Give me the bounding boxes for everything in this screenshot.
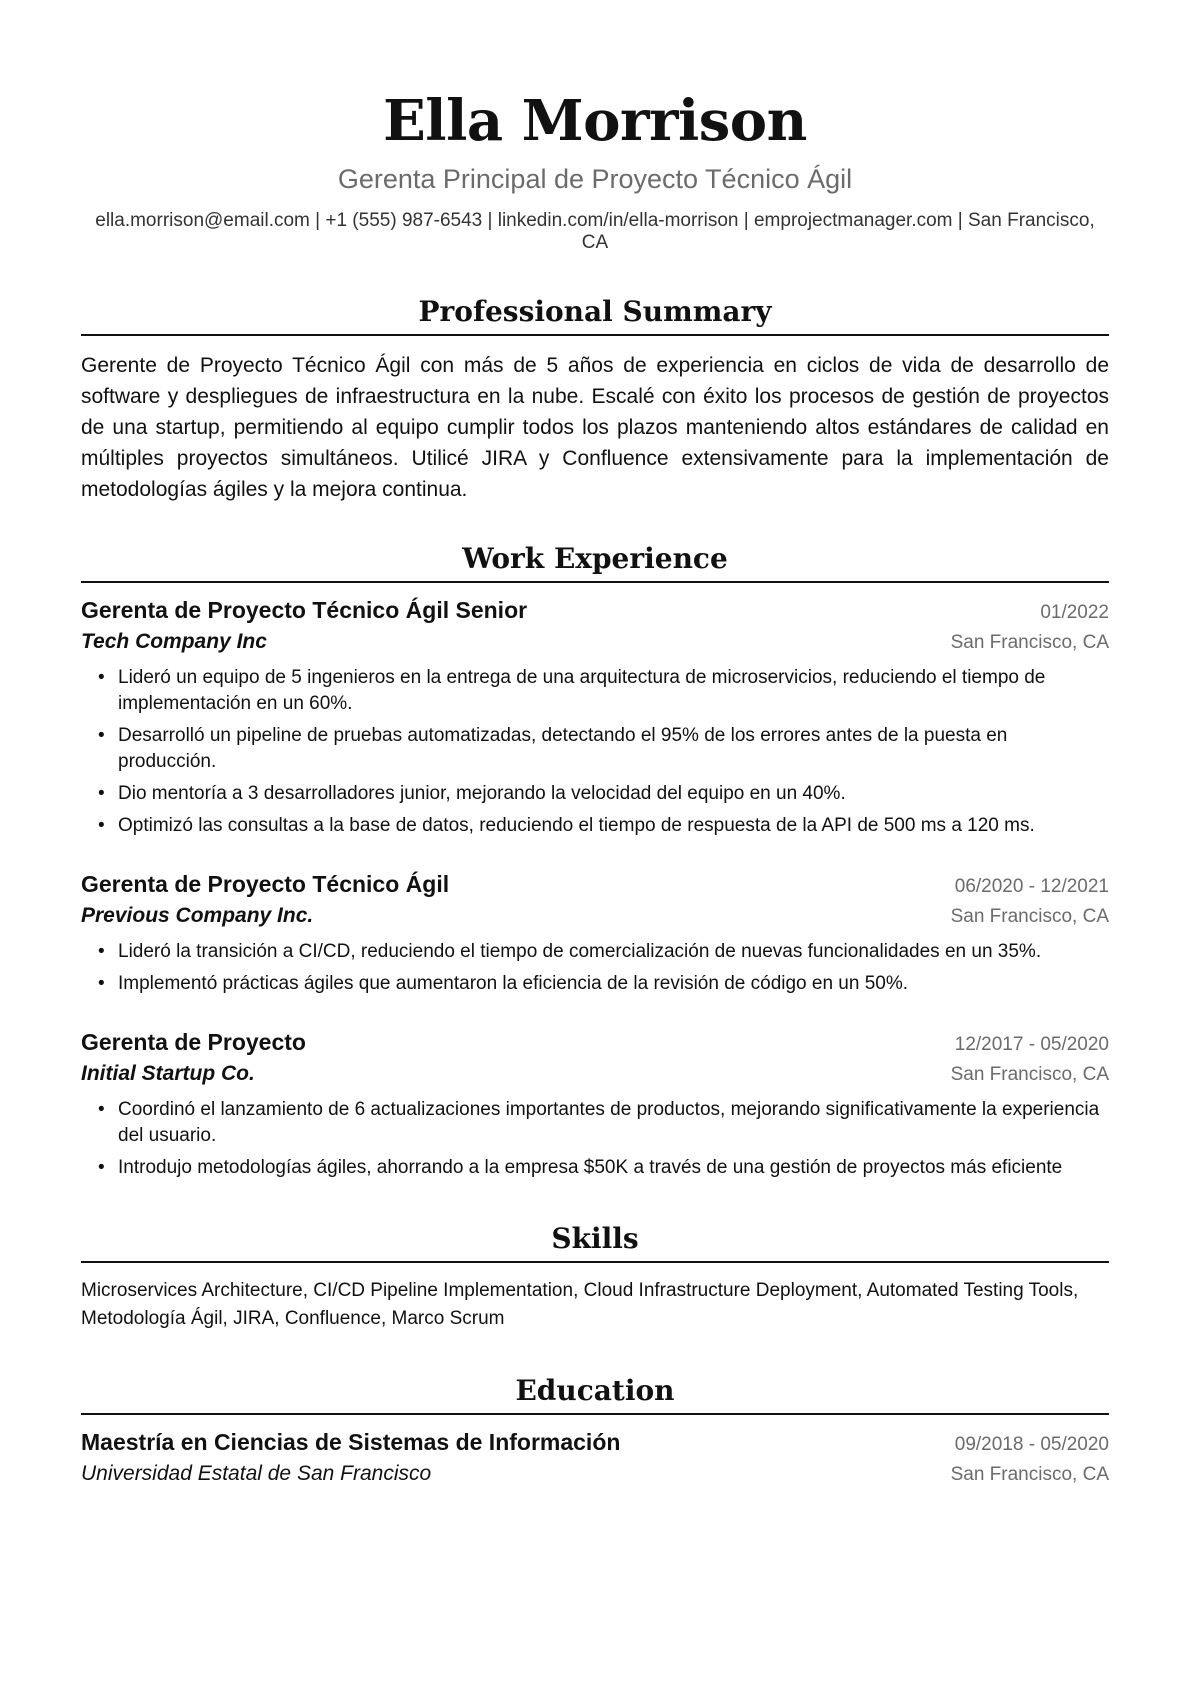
job-bullets bbox=[81, 1097, 1109, 1181]
skills-section bbox=[81, 1221, 1109, 1333]
job-location: San Francisco, CA bbox=[950, 632, 1109, 653]
school-name: Universidad Estatal de San Francisco bbox=[81, 1462, 432, 1485]
job-subheader bbox=[81, 1060, 1109, 1089]
candidate-name: Ella Morrison bbox=[383, 88, 807, 154]
job-bullets bbox=[81, 665, 1109, 839]
job-location: San Francisco, CA bbox=[950, 1064, 1109, 1085]
job-location: San Francisco, CA bbox=[950, 906, 1109, 927]
job-entry bbox=[81, 1027, 1109, 1181]
education-subheader bbox=[81, 1460, 1109, 1489]
experience-section bbox=[81, 541, 1109, 1181]
bullet-item: • Optimizó las consultas a la base de datos, reduciendo el tiempo de respuesta de la API de 500 ms a 120 ms. bbox=[118, 813, 1109, 839]
job-title: Gerenta de Proyecto Técnico Ágil bbox=[81, 871, 450, 897]
contact-line: ella.morrison@email.com | +1 (555) 987-6543 | linkedin.com/in/ella-morrison | emprojectmanager.com | San Francisco, CA bbox=[95, 210, 1095, 253]
education-location: San Francisco, CA bbox=[950, 1464, 1109, 1485]
bullet-item: • Introdujo metodologías ágiles, ahorrando a la empresa $50K a través de una gestión de proyectos más eficiente bbox=[118, 1155, 1109, 1181]
job-title: Gerenta de Proyecto Técnico Ágil Senior bbox=[81, 597, 528, 623]
bullet-item: • Desarrolló un pipeline de pruebas automatizadas, detectando el 95% de los errores antes de la puesta en producción. bbox=[118, 723, 1109, 775]
job-header bbox=[81, 1027, 1109, 1060]
summary-section bbox=[81, 294, 1109, 505]
job-date: 06/2020 - 12/2021 bbox=[954, 876, 1109, 897]
job-title: Gerenta de Proyecto bbox=[81, 1029, 306, 1055]
section-heading-summary: Professional Summary bbox=[418, 295, 772, 328]
job-date: 01/2022 bbox=[1040, 602, 1109, 623]
job-entry bbox=[81, 869, 1109, 997]
education-date: 09/2018 - 05/2020 bbox=[954, 1434, 1109, 1455]
candidate-title: Gerenta Principal de Proyecto Técnico Ágil bbox=[337, 164, 853, 194]
section-divider bbox=[81, 334, 1109, 336]
company-name: Previous Company Inc. bbox=[81, 904, 314, 927]
section-divider bbox=[81, 1261, 1109, 1263]
bullet-item: • Dio mentoría a 3 desarrolladores junior, mejorando la velocidad del equipo en un 40%. bbox=[118, 781, 1109, 807]
job-date: 12/2017 - 05/2020 bbox=[954, 1034, 1109, 1055]
bullet-item: • Lideró la transición a CI/CD, reduciendo el tiempo de comercialización de nuevas funcionalidades en un 35%. bbox=[118, 939, 1109, 965]
company-name: Initial Startup Co. bbox=[81, 1062, 255, 1085]
company-name: Tech Company Inc bbox=[81, 630, 267, 653]
job-subheader bbox=[81, 628, 1109, 657]
education-section bbox=[81, 1373, 1109, 1489]
job-entry bbox=[81, 595, 1109, 839]
bullet-item: • Coordinó el lanzamiento de 6 actualizaciones importantes de productos, mejorando significativamente la experiencia del usuario. bbox=[118, 1097, 1109, 1149]
section-heading-education: Education bbox=[515, 1374, 675, 1407]
bullet-item: • Implementó prácticas ágiles que aumentaron la eficiencia de la revisión de código en un 50%. bbox=[118, 971, 1109, 997]
job-header bbox=[81, 869, 1109, 902]
section-divider bbox=[81, 1413, 1109, 1415]
education-entry bbox=[81, 1427, 1109, 1489]
skills-text: Microservices Architecture, CI/CD Pipeline Implementation, Cloud Infrastructure Deployment, Automated Testing Tools, Metodología Ágil, JIRA, Confluence, Marco Scrum bbox=[81, 1280, 1079, 1329]
job-bullets bbox=[81, 939, 1109, 997]
section-heading-experience: Work Experience bbox=[462, 542, 728, 575]
degree-title: Maestría en Ciencias de Sistemas de Información bbox=[81, 1429, 621, 1455]
section-divider bbox=[81, 581, 1109, 583]
section-heading-skills: Skills bbox=[551, 1222, 639, 1255]
job-header bbox=[81, 595, 1109, 628]
job-subheader bbox=[81, 902, 1109, 931]
summary-text: Gerente de Proyecto Técnico Ágil con más de 5 años de experiencia en ciclos de vida de desarrollo de software y despliegues de infraestructura en la nube. Escalé con éxito los procesos de gestión de proyectos de una startup, permitiendo al equipo cumplir todos los plazos manteniendo altos estándares de calidad en múltiples proyectos simultáneos. Utilicé JIRA y Confluence extensivamente para la implementación de metodologías ágiles y la mejora continua. bbox=[81, 354, 1109, 501]
education-header bbox=[81, 1427, 1109, 1460]
bullet-item: • Lideró un equipo de 5 ingenieros en la entrega de una arquitectura de microservicios, reduciendo el tiempo de implementación en un 60%. bbox=[118, 665, 1109, 717]
